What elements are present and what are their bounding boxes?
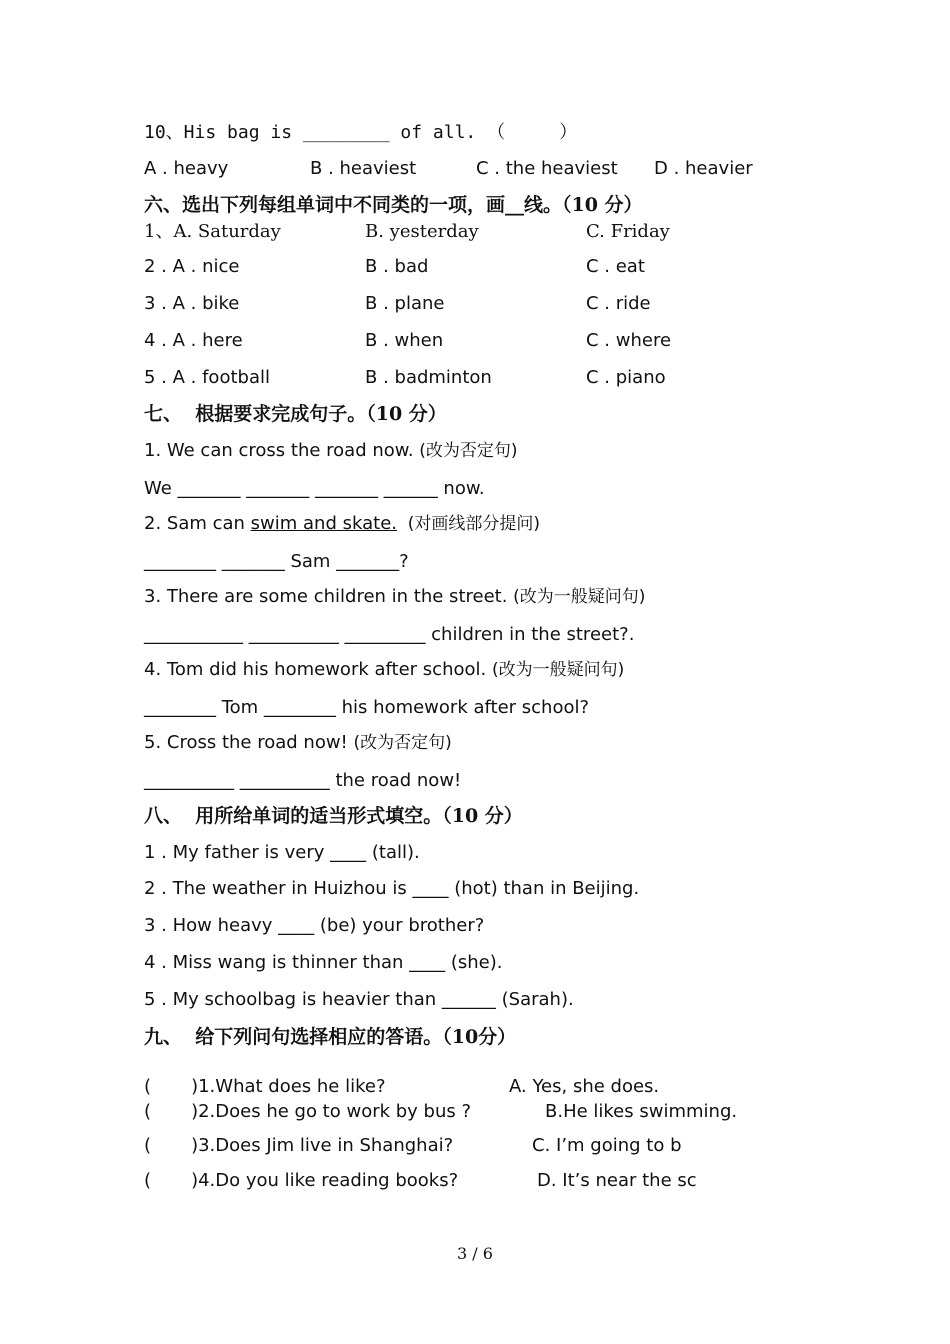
- s6-row5-a: 5 . A . football: [144, 367, 270, 388]
- s7-q2-note: (对画线部分提问): [396, 514, 541, 534]
- s6-row2-c: C . eat: [586, 256, 645, 277]
- s6-row1-a: 1、A. Saturday: [144, 221, 281, 242]
- s7-q5-text: 5. Cross the road now!: [144, 732, 354, 753]
- s6-row5-c: C . piano: [586, 367, 666, 388]
- s7-q1-note: (改为否定句): [419, 441, 518, 461]
- s9-answer-b: B.He likes swimming.: [545, 1101, 738, 1122]
- s7-q5: [144, 732, 452, 754]
- section7-heading: 七、 根据要求完成句子。（10 分）: [144, 403, 447, 425]
- s7-q4-answer: ________ Tom ________ his homework after school?: [144, 697, 590, 718]
- s8-item-1: 1 . My father is very ____ (tall).: [144, 842, 420, 863]
- s7-q1: [144, 440, 518, 462]
- s7-q2: [144, 513, 540, 535]
- s7-q3-answer: ___________ __________ _________ children in the street?.: [144, 624, 635, 645]
- s7-q4: [144, 659, 624, 681]
- q10-stem: 10、His bag is ________ of all. （ ）: [144, 122, 578, 143]
- s7-q2-prefix: 2. Sam can: [144, 513, 251, 534]
- s7-q3-note: (改为一般疑问句): [513, 587, 646, 607]
- s6-row5-b: B . badminton: [365, 367, 492, 388]
- s7-q1-text: 1. We can cross the road now.: [144, 440, 420, 461]
- s6-row1-c: C. Friday: [586, 221, 670, 242]
- section9-heading: 九、 给下列问句选择相应的答语。（10分）: [144, 1026, 517, 1048]
- s8-item-2: 2 . The weather in Huizhou is ____ (hot) than in Beijing.: [144, 878, 640, 899]
- s7-q5-note: (改为否定句): [353, 733, 452, 753]
- q10-option-d: D . heavier: [654, 158, 753, 179]
- s6-row2-b: B . bad: [365, 256, 429, 277]
- s8-item-3: 3 . How heavy ____ (be) your brother?: [144, 915, 485, 936]
- q10-option-a: A . heavy: [144, 158, 229, 179]
- s6-row4-b: B . when: [365, 330, 444, 351]
- s8-item-5: 5 . My schoolbag is heavier than ______ (Sarah).: [144, 989, 574, 1010]
- section6-heading: 六、选出下列每组单词中不同类的一项，画__线。（10 分）: [144, 194, 643, 216]
- s9-question-1: ( )1.What does he like?: [144, 1076, 386, 1097]
- s7-q2-underlined: swim and skate.: [250, 513, 397, 534]
- page-number: 3 / 6: [457, 1244, 493, 1263]
- s7-q2-answer: ________ _______ Sam _______?: [144, 551, 409, 572]
- s9-question-4: ( )4.Do you like reading books?: [144, 1170, 459, 1191]
- s9-question-3: ( )3.Does Jim live in Shanghai?: [144, 1135, 454, 1156]
- s7-q5-answer: __________ __________ the road now!: [144, 770, 462, 791]
- s9-answer-a: A. Yes, she does.: [509, 1076, 660, 1097]
- s8-item-4: 4 . Miss wang is thinner than ____ (she).: [144, 952, 503, 973]
- s6-row3-c: C . ride: [586, 293, 651, 314]
- s6-row4-a: 4 . A . here: [144, 330, 243, 351]
- s9-question-2: ( )2.Does he go to work by bus ?: [144, 1101, 472, 1122]
- s6-row3-b: B . plane: [365, 293, 445, 314]
- s6-row1-b: B. yesterday: [365, 221, 479, 242]
- s7-q3-text: 3. There are some children in the street.: [144, 586, 514, 607]
- s7-q1-answer: We _______ _______ _______ ______ now.: [144, 478, 485, 499]
- s7-q4-note: (改为一般疑问句): [491, 660, 625, 680]
- s6-row3-a: 3 . A . bike: [144, 293, 240, 314]
- q10-option-c: C . the heaviest: [476, 158, 618, 179]
- s9-answer-d: D. It’s near the sc: [537, 1170, 697, 1191]
- s7-q4-text: 4. Tom did his homework after school.: [144, 659, 492, 680]
- s7-q3: [144, 586, 645, 608]
- s6-row2-a: 2 . A . nice: [144, 256, 240, 277]
- s6-row4-c: C . where: [586, 330, 672, 351]
- section8-heading: 八、 用所给单词的适当形式填空。（10 分）: [144, 805, 523, 827]
- s9-answer-c: C. I’m going to b: [532, 1135, 682, 1156]
- q10-option-b: B . heaviest: [310, 158, 417, 179]
